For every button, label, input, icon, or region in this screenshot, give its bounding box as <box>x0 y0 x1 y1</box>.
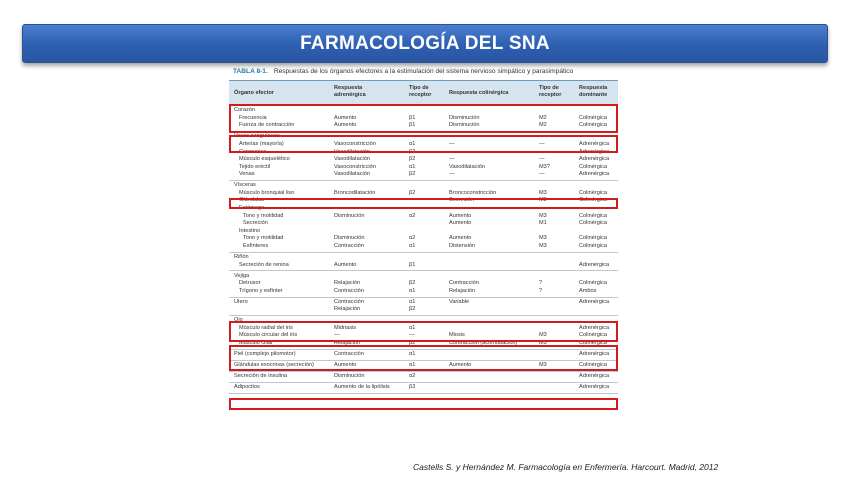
table-row <box>229 373 618 381</box>
table-row <box>229 273 618 281</box>
cell-cholinergic-receptor: — <box>539 148 545 155</box>
cell-adrenergic-response: Broncodilatación <box>334 189 376 196</box>
cell-dominant-response: Adrenérgica <box>579 261 610 268</box>
cell-cholinergic-receptor: — <box>539 156 545 163</box>
cell-adrenergic-receptor: α2 <box>409 235 416 242</box>
table-row <box>229 171 618 179</box>
cell-adrenergic-receptor: β1 <box>409 261 416 268</box>
cell-adrenergic-receptor: α1 <box>409 351 416 358</box>
highlight-uterus <box>229 321 618 342</box>
cell-organ: Riñón <box>234 254 249 260</box>
highlight-exocrine <box>229 398 618 410</box>
cell-cholinergic-response: Variable <box>449 298 470 305</box>
cell-cholinergic-receptor: — <box>539 140 545 147</box>
cell-adrenergic-response: Contracción <box>334 287 364 294</box>
cell-adrenergic-receptor: α1 <box>409 163 416 170</box>
cell-organ: Ojo <box>234 317 243 324</box>
cell-adrenergic-receptor: β2 <box>409 148 416 155</box>
table-row <box>229 306 618 314</box>
cell-adrenergic-response: Relajación <box>334 306 361 313</box>
cell-cholinergic-receptor: ? <box>539 287 543 294</box>
cell-adrenergic-response: Contracción <box>334 243 364 250</box>
cell-cholinergic-receptor: M2 <box>539 122 547 129</box>
cell-cholinergic-response: Aumento <box>449 362 472 368</box>
cell-adrenergic-receptor: β2 <box>409 189 416 196</box>
cell-cholinergic-receptor: M3 <box>539 197 547 204</box>
cell-organ: Músculo radial del iris <box>239 324 293 331</box>
cell-dominant-response: Ambos <box>579 287 597 294</box>
cell-organ: Músculo ciliar <box>239 340 273 347</box>
table-row <box>229 384 618 392</box>
cell-adrenergic-response: Relajación <box>334 280 361 287</box>
cell-adrenergic-response: Vasodilatación <box>334 171 370 178</box>
cell-organ: Tono y motilidad <box>243 212 284 219</box>
cell-dominant-response: Colinérgica <box>579 362 607 368</box>
cell-cholinergic-response: — <box>449 156 455 163</box>
cell-dominant-response: Adrenérgica <box>579 324 610 331</box>
cell-dominant-response: Adrenérgica <box>579 383 610 390</box>
cell-organ: Fuerza de contracción <box>239 122 295 129</box>
table-row <box>229 228 618 236</box>
cell-cholinergic-receptor: M2 <box>539 114 547 121</box>
header-cholinergic-response: Respuesta colinérgica <box>449 90 509 96</box>
cell-adrenergic-response: Relajación <box>334 340 361 347</box>
cell-dominant-response: Adrenérgica <box>579 156 610 163</box>
highlight-arteries <box>229 135 618 153</box>
table-row <box>229 235 618 243</box>
cell-organ: Vísceras <box>234 182 256 189</box>
header-cholinergic-receptor: Tipo de receptor <box>539 85 562 98</box>
cell-adrenergic-receptor: α1 <box>409 243 416 250</box>
cell-organ: Frecuencia <box>239 114 267 121</box>
cell-cholinergic-receptor: M3 <box>539 189 547 196</box>
cell-dominant-response: Colinérgica <box>579 235 607 242</box>
cell-cholinergic-receptor: M1 <box>539 220 547 227</box>
cell-cholinergic-response: Relajación <box>449 287 476 294</box>
cell-cholinergic-response: Aumento <box>449 212 472 219</box>
cell-adrenergic-response: Vasodilatación <box>334 148 370 155</box>
cell-organ: Piel (complejo pilomotor) <box>234 351 296 358</box>
slide-title: FARMACOLOGÍA DEL SNA <box>300 32 550 54</box>
cell-adrenergic-receptor: β3 <box>409 383 416 390</box>
cell-dominant-response: Adrenérgica <box>579 148 610 155</box>
cell-dominant-response: Adrenérgica <box>579 171 610 178</box>
header-adrenergic-receptor: Tipo de receptor <box>409 85 432 98</box>
cell-cholinergic-receptor: — <box>539 171 545 178</box>
highlight-heart <box>229 104 618 133</box>
cell-organ: Secreción de insulina <box>234 372 288 379</box>
cell-adrenergic-receptor: β1 <box>409 114 416 121</box>
cell-dominant-response: Colinérgica <box>579 163 607 170</box>
cell-adrenergic-receptor: — <box>409 332 415 339</box>
cell-dominant-response: Colinérgica <box>579 114 607 121</box>
table-row <box>229 164 618 172</box>
cell-adrenergic-response: Vasoconstricción <box>334 163 376 170</box>
cell-organ: Vejiga <box>234 272 250 279</box>
cell-dominant-response: Colinérgica <box>579 280 607 287</box>
table-row <box>229 182 618 190</box>
cell-organ: Músculo bronquial liso <box>239 189 295 196</box>
table-group <box>229 372 618 383</box>
cell-dominant-response: Colinérgica <box>579 220 607 227</box>
table-row <box>229 288 618 296</box>
cell-cholinergic-receptor: M3? <box>539 163 550 170</box>
cell-cholinergic-response: Disminución <box>449 114 480 121</box>
cell-adrenergic-response: Contracción <box>334 298 364 305</box>
highlight-bronchial <box>229 198 618 209</box>
cell-dominant-response: Colinérgica <box>579 332 607 339</box>
cell-cholinergic-receptor: M3 <box>539 212 547 219</box>
cell-organ: Secreción <box>243 220 268 227</box>
table-row <box>229 299 618 307</box>
header-organ: Órgano efector <box>234 90 275 96</box>
cell-organ: Tejido eréctil <box>239 163 271 170</box>
table-row <box>229 213 618 221</box>
cell-adrenergic-receptor: α1 <box>409 362 416 368</box>
cell-cholinergic-response: — <box>449 171 455 178</box>
table-row <box>229 156 618 164</box>
cell-dominant-response: Colinérgica <box>579 340 607 347</box>
table-group <box>229 181 618 253</box>
cell-adrenergic-receptor: α1 <box>409 298 416 305</box>
table-group <box>229 253 618 272</box>
cell-adrenergic-response: — <box>334 197 340 204</box>
cell-adrenergic-receptor: α1 <box>409 140 416 147</box>
cell-organ: Glándulas exocrinas (secreción) <box>234 362 314 368</box>
cell-organ: Músculo circular del iris <box>239 332 298 339</box>
cell-cholinergic-response: Disminución <box>449 122 480 129</box>
table-group <box>229 383 618 394</box>
cell-cholinergic-response: Miosis <box>449 332 465 339</box>
cell-adrenergic-response: Disminución <box>334 235 365 242</box>
table-group <box>229 271 618 297</box>
cell-adrenergic-response: — <box>334 332 340 339</box>
table-caption <box>233 68 623 75</box>
header-dominant-response: Respuesta dominante <box>579 85 608 98</box>
cell-adrenergic-response: Vasoconstricción <box>334 140 376 147</box>
title-banner <box>22 24 828 63</box>
cell-adrenergic-receptor: β2 <box>409 340 416 347</box>
cell-adrenergic-receptor: β2 <box>409 306 416 313</box>
cell-dominant-response: Colinérgica <box>579 243 607 250</box>
cell-organ: Coronarias <box>239 148 267 155</box>
cell-adrenergic-receptor: β2 <box>409 156 416 163</box>
cell-adrenergic-response: Midriasis <box>334 324 357 331</box>
cell-cholinergic-response: Contracción <box>449 280 479 287</box>
cell-cholinergic-response: — <box>449 140 455 147</box>
cell-adrenergic-response: Vasodilatación <box>334 156 370 163</box>
cell-cholinergic-receptor: M3 <box>539 235 547 242</box>
cell-cholinergic-response: Aumento <box>449 220 472 227</box>
table-row <box>229 220 618 228</box>
table-number: TABLA 8-1. <box>233 68 268 75</box>
cell-cholinergic-receptor: M3 <box>539 243 547 250</box>
cell-organ: Músculo esquelético <box>239 156 290 163</box>
cell-organ: Trígono y esfínter <box>239 287 283 294</box>
cell-adrenergic-response: Aumento <box>334 261 357 268</box>
table-row <box>229 262 618 270</box>
cell-dominant-response: Colinérgica <box>579 122 607 129</box>
cell-adrenergic-response: Aumento de la lipólisis <box>334 383 390 390</box>
header-adrenergic-response: Respuesta adrenérgica <box>334 85 366 98</box>
cell-cholinergic-response: — <box>449 148 455 155</box>
cell-dominant-response: Colinérgica <box>579 212 607 219</box>
cell-dominant-response: Adrenérgica <box>579 372 610 379</box>
cell-cholinergic-response: Vasodilatación <box>449 163 485 170</box>
cell-cholinergic-response: Distensión <box>449 243 476 250</box>
table-row <box>229 280 618 288</box>
cell-organ: Tono y motilidad <box>243 235 284 242</box>
cell-dominant-response: Adrenérgica <box>579 298 610 305</box>
cell-cholinergic-response: Broncoconstricción <box>449 189 497 196</box>
table-group <box>229 298 618 317</box>
cell-adrenergic-response: Contracción <box>334 351 364 358</box>
cell-organ: Intestino <box>239 227 261 234</box>
cell-organ: Vasos sanguíneos <box>234 133 280 140</box>
cell-adrenergic-receptor: α2 <box>409 372 416 379</box>
cell-organ: Venas <box>239 171 255 178</box>
cell-cholinergic-receptor: M3 <box>539 332 547 339</box>
cell-adrenergic-receptor: β2 <box>409 171 416 178</box>
cell-adrenergic-receptor: α2 <box>409 212 416 219</box>
table-row <box>229 254 618 262</box>
cell-organ: Arterias (mayoría) <box>239 140 284 147</box>
table-caption-text: Respuestas de los órganos efectores a la estimulación del sistema nervioso simpático y parasimpático <box>273 68 574 75</box>
table-header <box>229 80 618 106</box>
cell-organ: Secreción de renina <box>239 261 289 268</box>
cell-organ: Corazón <box>234 107 256 114</box>
cell-organ: Detrusor <box>239 280 261 287</box>
cell-dominant-response: Colinérgica <box>579 189 607 196</box>
cell-cholinergic-receptor: M3 <box>539 362 547 368</box>
cell-dominant-response: Adrenérgica <box>579 351 610 358</box>
cell-cholinergic-response: Aumento <box>449 235 472 242</box>
cell-organ: Glándulas <box>239 197 265 204</box>
cell-adrenergic-receptor: α1 <box>409 324 416 331</box>
cell-adrenergic-response: Aumento <box>334 122 357 129</box>
cell-organ: Estómago <box>239 205 265 212</box>
citation: Castells S. y Hernández M. Farmacología en Enfermería. Harcourt. Madrid, 2012 <box>413 462 719 472</box>
table-row <box>229 243 618 251</box>
table-row <box>229 190 618 198</box>
cell-organ: Adipocitos <box>234 383 260 390</box>
cell-dominant-response: Adrenérgica <box>579 140 610 147</box>
highlight-iris <box>229 345 618 371</box>
cell-adrenergic-receptor: β1 <box>409 122 416 129</box>
cell-adrenergic-response: Aumento <box>334 114 357 121</box>
cell-cholinergic-response: Secreción <box>449 197 474 204</box>
cell-dominant-response: Colinérgica <box>579 197 607 204</box>
cell-organ: Esfínteres <box>243 243 269 250</box>
cell-cholinergic-response: Contracción (acomodación) <box>449 340 518 347</box>
cell-adrenergic-receptor: α1 <box>409 287 416 294</box>
cell-cholinergic-receptor: ? <box>539 280 543 287</box>
cell-adrenergic-response: Aumento <box>334 362 357 368</box>
cell-adrenergic-response: Disminución <box>334 372 365 379</box>
cell-adrenergic-receptor: β2 <box>409 280 416 287</box>
cell-organ: Útero <box>234 298 248 305</box>
cell-cholinergic-receptor: M3 <box>539 340 547 347</box>
cell-adrenergic-response: Disminución <box>334 212 365 219</box>
